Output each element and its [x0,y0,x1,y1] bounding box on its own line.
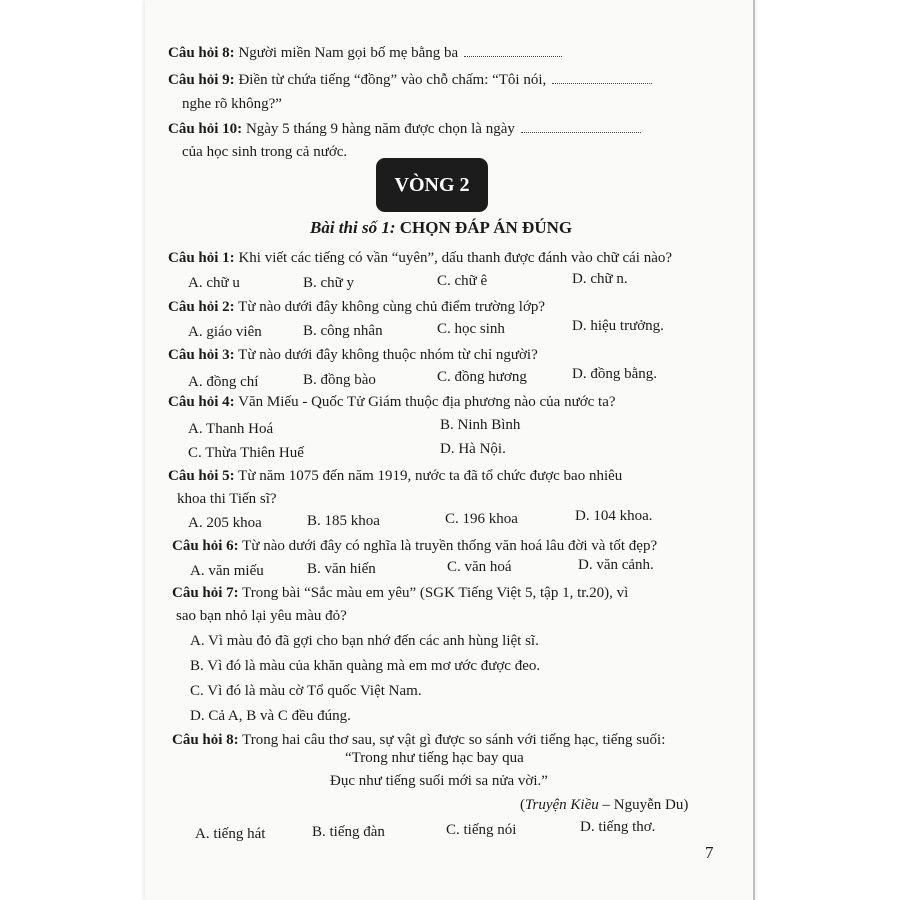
question-label: Câu hỏi 8: [168,45,235,61]
poem-line-2: Đục như tiếng suối mới sa nửa vời.” [330,773,548,789]
option-b[interactable]: B. 185 khoa [307,513,380,529]
round-title-box: VÒNG 2 [376,158,488,212]
question-text: Từ nào dưới đây không thuộc nhóm từ chỉ người? [238,347,538,363]
question-label: Câu hỏi 3: [168,347,235,363]
question-text-cont: khoa thi Tiến sĩ? [177,491,277,507]
answer-blank[interactable] [552,81,652,84]
source-title: Truyện Kiều [525,797,599,813]
question-label: Câu hỏi 6: [172,538,239,554]
question-text: Từ nào dưới đây có nghĩa là truyền thống văn hoá lâu đời và tốt đẹp? [242,538,658,554]
option-c[interactable]: C. 196 khoa [445,511,518,527]
question-text-cont: nghe rõ không?” [182,96,282,112]
source-author: – Nguyễn Du) [602,797,689,813]
option-d[interactable]: D. hiệu trưởng. [572,318,664,334]
option-c[interactable]: C. đồng hương [437,369,527,385]
option-d[interactable]: D. 104 khoa. [575,508,653,524]
question-1 [168,249,672,267]
question-label: Câu hỏi 2: [168,299,235,315]
option-a[interactable]: A. 205 khoa [188,515,262,531]
question-label: Câu hỏi 10: [168,121,243,137]
question-text: Trong hai câu thơ sau, sự vật gì được so sánh với tiếng hạc, tiếng suối: [242,732,666,748]
question-text: Từ năm 1075 đến năm 1919, nước ta đã tổ chức được bao nhiêu [238,468,623,484]
answer-blank[interactable] [464,54,562,57]
option-c[interactable]: C. Thừa Thiên Huế [188,445,304,461]
question-text-cont: sao bạn nhỏ lại yêu màu đỏ? [176,608,347,624]
option-c[interactable]: C. Vì đó là màu cờ Tổ quốc Việt Nam. [190,683,422,699]
option-c[interactable]: C. văn hoá [447,559,512,575]
question-label: Câu hỏi 8: [172,732,239,748]
answer-blank[interactable] [521,130,641,133]
option-c[interactable]: C. học sinh [437,321,505,337]
option-b[interactable]: B. tiếng đàn [312,824,385,840]
prev-question-9 [168,71,652,89]
question-label: Câu hỏi 5: [168,468,235,484]
source-paren: ( [520,797,525,813]
option-d[interactable]: D. đồng bằng. [572,366,657,382]
question-2 [168,298,545,316]
question-4 [168,393,616,411]
option-c[interactable]: C. tiếng nói [446,822,517,838]
option-b[interactable]: B. văn hiến [307,561,376,577]
option-b[interactable]: B. Ninh Bình [440,417,521,433]
question-label: Câu hỏi 4: [168,394,235,410]
option-d[interactable]: D. văn cảnh. [578,557,654,573]
test-title-main: CHỌN ĐÁP ÁN ĐÚNG [399,218,573,237]
option-c[interactable]: C. chữ ê [437,273,488,289]
option-a[interactable]: A. Vì màu đỏ đã gợi cho bạn nhớ đến các anh hùng liệt sĩ. [190,633,539,649]
option-a[interactable]: A. đồng chí [188,374,259,390]
option-d[interactable]: D. tiếng thơ. [580,819,656,835]
question-8 [172,731,665,749]
question-5 [168,467,622,485]
question-text: Khi viết các tiếng có vần “uyên”, dấu thanh được đánh vào chữ cái nào? [238,250,673,266]
question-text: Ngày 5 tháng 9 hàng năm được chọn là ngày [245,121,515,137]
poem-source [520,797,688,814]
option-a[interactable]: A. văn miếu [190,563,264,579]
page-number: 7 [705,843,714,862]
question-label: Câu hỏi 9: [168,72,235,88]
question-6 [172,537,657,555]
test-title [310,218,572,238]
question-7 [172,584,628,602]
option-d[interactable]: D. Hà Nội. [440,441,506,457]
option-d[interactable]: D. chữ n. [572,271,628,287]
poem-line-1: “Trong như tiếng hạc bay qua [345,750,524,766]
question-text: Người miền Nam gọi bố mẹ bằng ba [238,45,459,61]
option-a[interactable]: A. Thanh Hoá [188,421,274,437]
question-text: Văn Miếu - Quốc Tử Giám thuộc địa phương nào của nước ta? [238,394,616,410]
option-b[interactable]: B. chữ y [303,275,355,291]
question-text: Điền từ chứa tiếng “đồng” vào chỗ chấm: “Tôi nói, [238,72,547,88]
option-b[interactable]: B. đồng bào [303,372,376,388]
question-3 [168,346,538,364]
question-text: Trong bài “Sắc màu em yêu” (SGK Tiếng Việt 5, tập 1, tr.20), vì [242,585,629,601]
option-a[interactable]: A. giáo viên [188,324,262,340]
question-text: Từ nào dưới đây không cùng chủ điểm trường lớp? [238,299,546,315]
option-b[interactable]: B. Vì đó là màu của khăn quàng mà em mơ ước được đeo. [190,658,541,674]
option-d[interactable]: D. Cả A, B và C đều đúng. [190,708,351,724]
prev-question-10 [168,120,641,138]
option-a[interactable]: A. tiếng hát [195,826,266,842]
question-label: Câu hỏi 7: [172,585,239,601]
option-a[interactable]: A. chữ u [188,275,240,291]
option-b[interactable]: B. công nhân [303,323,383,339]
question-text-cont: của học sinh trong cả nước. [182,144,348,160]
page-edge [753,0,755,900]
test-title-prefix: Bài thi số 1: [310,218,396,237]
prev-question-8 [168,44,562,62]
question-label: Câu hỏi 1: [168,250,235,266]
